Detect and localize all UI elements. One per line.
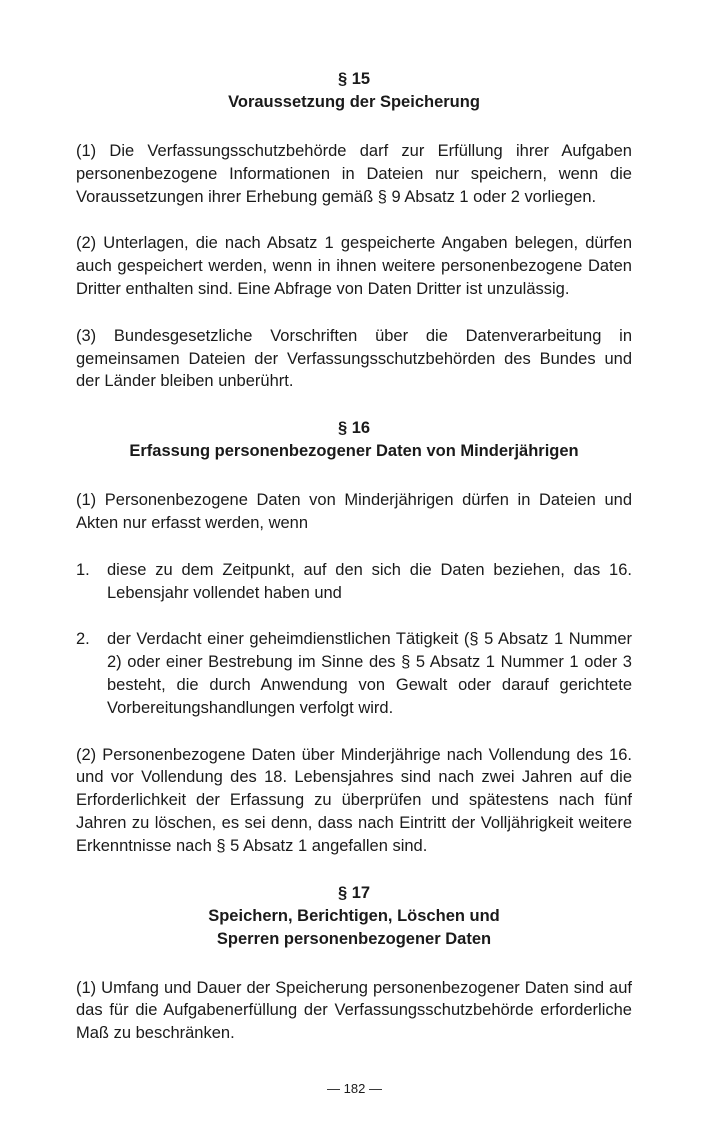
section-number: § 17 xyxy=(337,883,371,902)
list-item xyxy=(76,628,632,719)
list-number: 1. xyxy=(76,560,90,579)
section-title: Erfassung personenbezogener Daten von Minderjährigen xyxy=(129,442,579,461)
paragraph: (3) Bundesgesetzliche Vorschriften über die Datenverarbeitung in gemeinsamen Dateien der Verfassungsschutzbehörden des Bundes und der Länder bleiben unberührt. xyxy=(76,326,632,391)
paragraph: (2) Personenbezogene Daten über Minderjährige nach Vollendung des 16. und vor Vollendung des 18. Lebensjahres sind nach zwei Jahren auf die Erforderlichkeit der Erfassung zu überprüfen und spätestens nach fünf Jahren zu löschen, es sei denn, dass nach Eintritt der Volljährigkeit weitere Erkenntnisse nach § 5 Absatz 1 angefallen sind. xyxy=(76,745,632,855)
paragraph: (1) Personenbezogene Daten von Minderjährigen dürfen in Dateien und Akten nur erfasst werden, wenn xyxy=(76,491,632,532)
section-title: Speichern, Berichtigen, Löschen und xyxy=(208,906,500,925)
paragraph: (1) Umfang und Dauer der Speicherung personenbezogener Daten sind auf das für die Aufgabenerfüllung der Verfassungsschutzbehörde erforderliche Maß zu beschränken. xyxy=(76,978,632,1043)
section-15 xyxy=(76,68,632,393)
section-number: § 15 xyxy=(337,70,371,88)
page-number: — 182 — xyxy=(327,1081,382,1096)
list-text: der Verdacht einer geheimdienstlichen Tätigkeit (§ 5 Absatz 1 Nummer 2) oder einer Bestrebung im Sinne des § 5 Absatz 1 Nummer 1 oder 3 besteht, die durch Anwendung von Gewalt oder darauf gerichtete Vorbereitungshandlungen verfolgt wird. xyxy=(107,630,632,717)
section-title: Sperren personenbezogener Daten xyxy=(216,929,492,948)
section-number: § 16 xyxy=(337,419,371,438)
section-title: Voraussetzung der Speicherung xyxy=(228,93,480,111)
paragraph: (1) Die Verfassungsschutzbehörde darf zur Erfüllung ihrer Aufgaben personenbezogene Informationen in Dateien nur speichern, wenn die Voraussetzungen ihrer Erhebung gemäß § 9 Absatz 1 oder 2 vorliegen. xyxy=(76,142,632,206)
section-17 xyxy=(76,882,632,1045)
list-number: 2. xyxy=(76,630,90,649)
list-item xyxy=(76,559,632,605)
paragraph: (2) Unterlagen, die nach Absatz 1 gespeicherte Angaben belegen, dürfen auch gespeichert werden, wenn in ihnen weitere personenbezogene Daten Dritter enthalten sind. Eine Abfrage von Daten Dritter ist unzulässig. xyxy=(76,234,632,298)
list-text: diese zu dem Zeitpunkt, auf den sich die Daten beziehen, das 16. Lebensjahr vollendet haben und xyxy=(107,560,632,602)
section-16 xyxy=(76,417,632,857)
document-page xyxy=(76,68,632,1045)
